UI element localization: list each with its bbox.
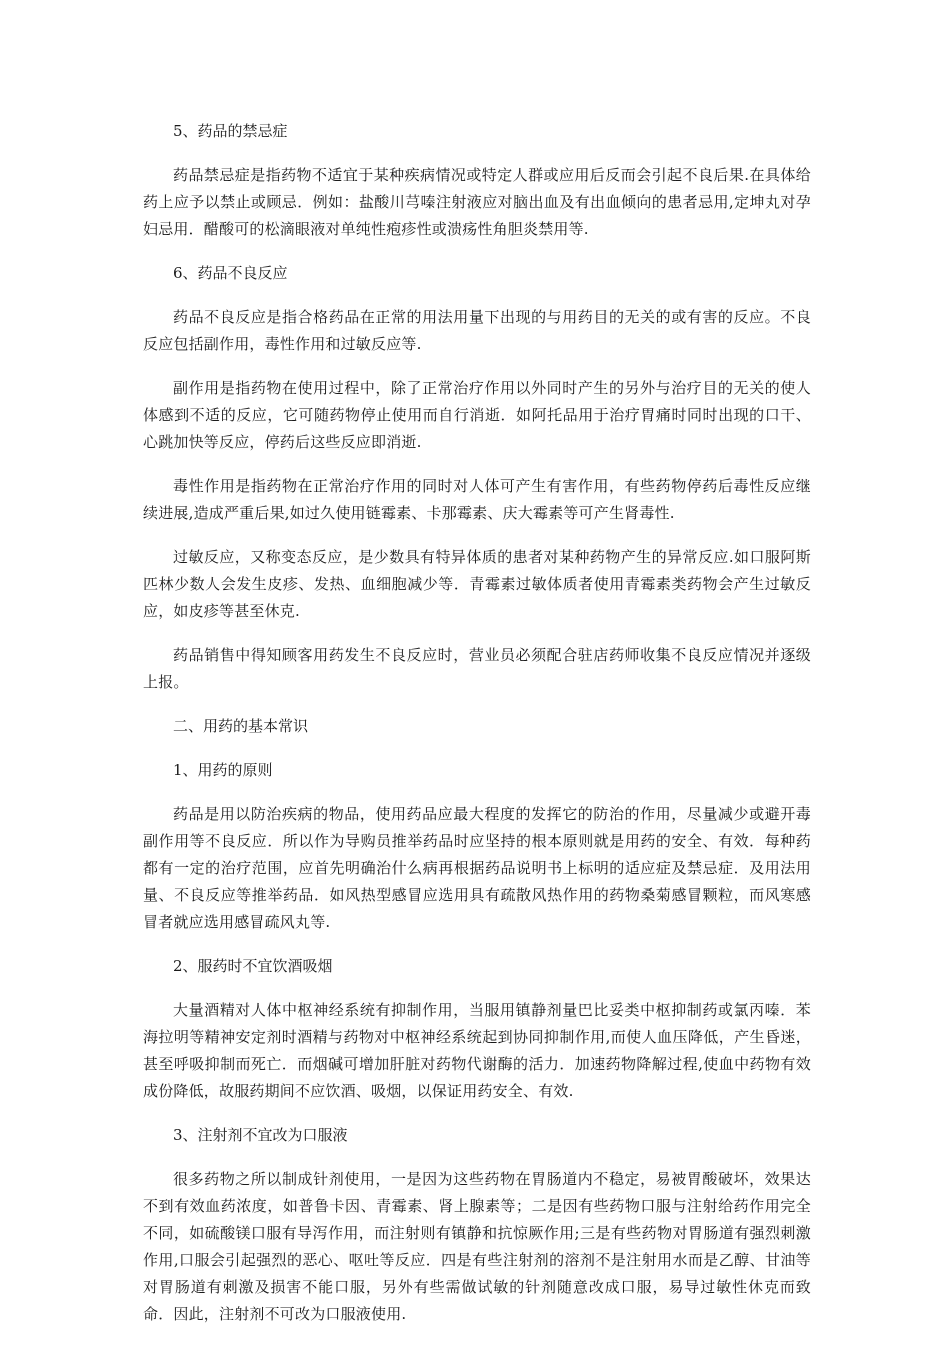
document-page xyxy=(143,118,811,1345)
paragraph-allergic-reactions: 过敏反应，又称变态反应，是少数具有特异体质的患者对某种药物产生的异常反应.如口服阿斯匹林少数人会发生皮疹、发热、血细胞减少等．青霉素过敏体质者使用青霉素类药物会产生过敏反应，如皮疹等甚至休克. xyxy=(143,548,811,620)
section-heading-adverse-reactions: 6、药品不良反应 xyxy=(173,264,288,282)
paragraph-reporting: 药品销售中得知顾客用药发生不良反应时，营业员必须配合驻店药师收集不良反应情况并逐级上报。 xyxy=(143,646,811,691)
section-heading-basic-knowledge: 二、用药的基本常识 xyxy=(173,717,309,735)
paragraph-contraindications: 药品禁忌症是指药物不适宜于某种疾病情况或特定人群或应用后反而会引起不良后果.在具体给药上应予以禁止或顾忌．例如：盐酸川芎嗪注射液应对脑出血及有出血倾向的患者忌用,定坤丸对孕妇忌用．醋酸可的松滴眼液对单纯性疱疹性或溃疡性角胆炎禁用等. xyxy=(143,166,811,238)
paragraph-principles: 药品是用以防治疾病的物品，使用药品应最大程度的发挥它的防治的作用，尽量减少或避开毒副作用等不良反应．所以作为导购员推举药品时应坚持的根本原则就是用药的安全、有效．每种药都有一定的治疗范围，应首先明确治什么病再根据药品说明书上标明的适应症及禁忌症．及用法用量、不良反应等推举药品．如风热型感冒应选用具有疏散风热作用的药物桑菊感冒颗粒，而风寒感冒者就应选用感冒疏风丸等. xyxy=(143,805,811,931)
paragraph-side-effects: 副作用是指药物在使用过程中，除了正常治疗作用以外同时产生的另外与治疗目的无关的使人体感到不适的反应，它可随药物停止使用而自行消逝．如阿托品用于治疗胃痛时同时出现的口干、心跳加快等反应，停药后这些反应即消逝. xyxy=(143,379,811,451)
subsection-heading-alcohol-smoking: 2、服药时不宜饮酒吸烟 xyxy=(173,957,333,975)
subsection-heading-principles: 1、用药的原则 xyxy=(173,761,273,779)
paragraph-injection-oral: 很多药物之所以制成针剂使用，一是因为这些药物在胃肠道内不稳定，易被胃酸破坏，效果达不到有效血药浓度，如普鲁卡因、青霉素、肾上腺素等；二是因有些药物口服与注射给药作用完全不同，如硫酸镁口服有导泻作用，而注射则有镇静和抗惊厥作用;三是有些药物对胃肠道有强烈刺激作用,口服会引起强烈的恶心、呕吐等反应．四是有些注射剂的溶剂不是注射用水而是乙醇、甘油等对胃肠道有刺激及损害不能口服，另外有些需做试敏的针剂随意改成口服，易导过敏性休克而致命．因此，注射剂不可改为口服液使用. xyxy=(143,1170,811,1323)
paragraph-toxic-effects: 毒性作用是指药物在正常治疗作用的同时对人体可产生有害作用，有些药物停药后毒性反应继续进展,造成严重后果,如过久使用链霉素、卡那霉素、庆大霉素等可产生肾毒性. xyxy=(143,477,811,522)
paragraph-alcohol-smoking: 大量酒精对人体中枢神经系统有抑制作用，当服用镇静剂量巴比妥类中枢抑制药或氯丙嗪．苯海拉明等精神安定剂时酒精与药物对中枢神经系统起到协同抑制作用,而使人血压降低，产生昏迷，甚至呼吸抑制而死亡．而烟碱可增加肝脏对药物代谢酶的活力．加速药物降解过程,使血中药物有效成份降低，故服药期间不应饮酒、吸烟，以保证用药安全、有效. xyxy=(143,1001,811,1100)
section-heading-contraindications: 5、药品的禁忌症 xyxy=(173,122,288,140)
subsection-heading-injection-oral: 3、注射剂不宜改为口服液 xyxy=(173,1126,348,1144)
paragraph-adverse-reactions-definition: 药品不良反应是指合格药品在正常的用法用量下出现的与用药目的无关的或有害的反应。不良反应包括副作用，毒性作用和过敏反应等. xyxy=(143,308,811,353)
